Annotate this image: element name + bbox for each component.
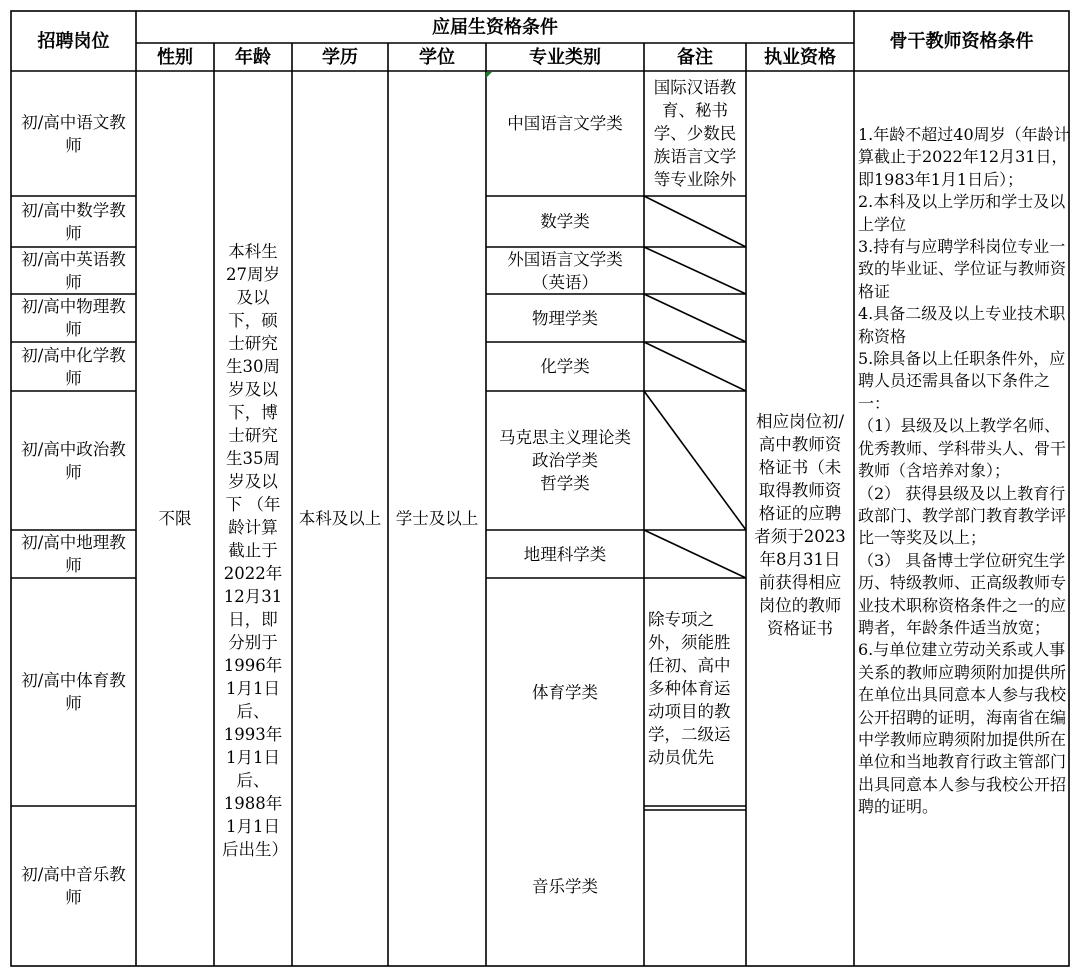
age-requirement: 本科生27周岁及以下，硕士研究生30周岁及以下，博士研究生35周岁及以下 （年龄计算截止于2022年12月31日，即分别于1996年1月1日后、1993年1月1日后、1988年1月1日后出生） xyxy=(222,242,288,859)
header-education: 学历 xyxy=(322,46,358,68)
position-english: 初/高中英语教师 xyxy=(21,249,126,292)
requirement-item: 4.具备二级及以上专业技术职称资格 xyxy=(858,304,1066,346)
position-pe: 初/高中体育教师 xyxy=(21,671,126,713)
position-math: 初/高中数学教师 xyxy=(21,200,126,243)
header-backbone-conditions: 骨干教师资格条件 xyxy=(889,30,1034,52)
requirement-item: 1.年龄不超过40周岁（年龄计算截止于2022年12月31日，即1983年1月1日后）； xyxy=(858,125,1070,189)
backbone-requirements xyxy=(858,124,1074,819)
requirement-item: （2） 获得县级及以上教育行政部门、教学部门教育教学评比一等奖及以上； xyxy=(858,483,1067,548)
major-math: 数学类 xyxy=(540,212,590,231)
requirement-item: （1）县级及以上教学名师、优秀教师、学科带头人、骨干教师（含培养对象）； xyxy=(858,416,1067,481)
notes-pe: 除专项之外，须能胜任初、高中多种体育运动项目的教学，二级运动员优先 xyxy=(648,610,731,767)
major-chemistry: 化学类 xyxy=(540,357,590,376)
position-physics: 初/高中物理教师 xyxy=(21,297,126,339)
major-english: 外国语言文学类（英语） xyxy=(507,249,623,292)
header-notes: 备注 xyxy=(677,46,713,68)
requirement-item: 6.与单位建立劳动关系或人事关系的教师应聘须附加提供所在单位出具同意本人参与我校公开招聘的证明，海南省在编中学教师应聘须附加提供所在单位和当地教育行政主管部门出具同意本人参与我校公开招聘的证明。 xyxy=(858,640,1067,817)
requirement-item: 2.本科及以上学历和学士及以上学位 xyxy=(858,192,1066,234)
license-requirement: 相应岗位初/高中教师资格证书（未取得教师资格证的应聘者须于2023年8月31日前获得相应岗位的教师资格证书 xyxy=(754,412,846,638)
requirement-item: （3） 具备博士学位研究生学历、特级教师、正高级教师专业技术职称资格条件之一的应聘者，年龄条件适当放宽； xyxy=(858,550,1067,637)
major-pe: 体育学类 xyxy=(532,682,598,702)
position-chinese: 初/高中语文教师 xyxy=(21,112,126,155)
position-geography: 初/高中地理教师 xyxy=(21,533,126,575)
position-politics: 初/高中政治教师 xyxy=(21,439,126,482)
header-age: 年龄 xyxy=(235,46,271,68)
position-chemistry: 初/高中化学教师 xyxy=(21,345,126,388)
notes-chinese: 国际汉语教育、秘书学、少数民族语言文学等专业除外 xyxy=(653,78,737,189)
major-geography: 地理科学类 xyxy=(523,544,607,564)
major-politics: 马克思主义理论类 政治学类 哲学类 xyxy=(499,428,631,493)
major-physics: 物理学类 xyxy=(532,308,598,328)
major-chinese: 中国语言文学类 xyxy=(507,114,623,133)
gender-value: 不限 xyxy=(158,509,192,528)
major-music: 音乐学类 xyxy=(532,876,598,896)
degree-value: 学士及以上 xyxy=(395,509,479,528)
header-major: 专业类别 xyxy=(529,46,601,68)
education-value: 本科及以上 xyxy=(298,509,382,528)
header-degree: 学位 xyxy=(419,46,455,68)
header-gender: 性别 xyxy=(157,46,193,68)
requirement-item: 3.持有与应聘学科岗位专业一致的毕业证、学位证与教师资格证 xyxy=(858,237,1067,301)
header-fresh-grad-conditions: 应届生资格条件 xyxy=(432,16,558,38)
header-position: 招聘岗位 xyxy=(37,30,110,52)
position-music: 初/高中音乐教师 xyxy=(21,865,126,907)
requirement-item: 5.除具备以上任职条件外，应聘人员还需具备以下条件之一： xyxy=(858,349,1066,413)
header-license: 执业资格 xyxy=(764,46,836,68)
